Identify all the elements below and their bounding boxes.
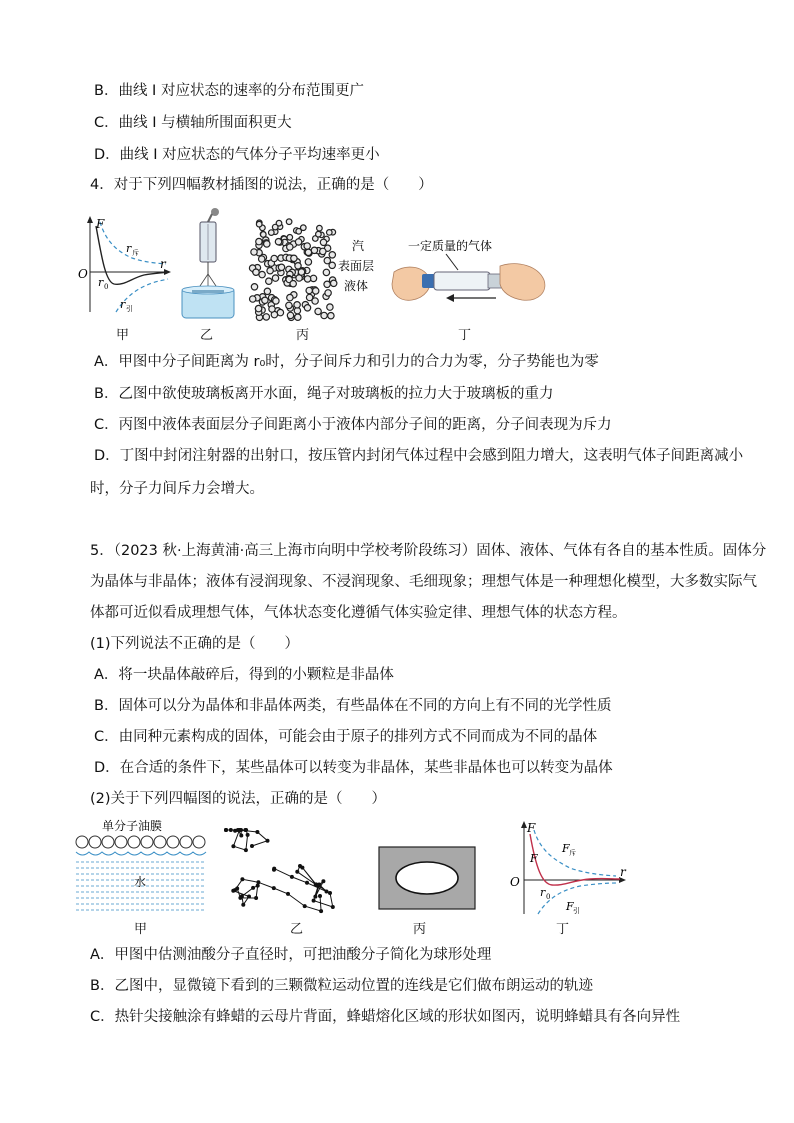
oil-molecule [102,836,114,848]
q5-p1-option-b: B．固体可以分为晶体和非晶体两类，有些晶体在不同的方向上有不同的光学性质 [94,698,612,714]
molecule [259,271,265,277]
particle-position [312,899,316,903]
oil-molecule [115,836,127,848]
molecule [251,249,257,255]
oil-molecule [193,836,205,848]
molecule [286,302,292,308]
molecule [327,230,333,236]
particle-position [235,887,239,891]
ding-gas-label: 一定质量的气体 [408,239,493,253]
particle-position [239,834,243,838]
oil-molecule [180,836,192,848]
molecule [272,224,278,230]
molecule [329,252,335,258]
q5-p2-option-b: B．乙图中，显微镜下看到的三颗微粒运动位置的连线是它们做布朗运动的轨迹 [90,978,593,994]
q4-option-d-line1: D．丁图中封闭注射器的出射口，按压管内封闭气体过程中会感到阻力增大，这表明气体子间距离减小 [94,448,744,464]
molecule [296,229,302,235]
jia-r0-label: r [98,276,104,289]
molecule [294,302,300,308]
jia-rchi-label: r [126,242,132,255]
q5-figure-ding [508,818,634,918]
molecule [325,290,331,296]
q5-jia-water-label: 水 [134,875,147,889]
molecule [287,312,293,318]
molecule [315,308,321,314]
molecule [278,264,284,270]
particle-position [286,892,290,896]
particle-position [243,828,247,832]
particle-position [290,875,294,879]
molecule [255,305,261,311]
particle-position [328,891,332,895]
particle-position [303,904,307,908]
q5-ding-fchi-sub: 斥 [569,849,576,857]
q5-ding-r-label: r [620,865,626,879]
molecule [304,276,310,282]
q5-ding-fmid-label: F [530,852,538,865]
q5-ding-fchi-label: F [562,842,570,855]
particle-position [272,868,276,872]
molecule [306,294,312,300]
molecule [295,314,301,320]
molecule [329,262,335,268]
particle-position [224,828,228,832]
particle-position [272,886,276,890]
q5-intro-line2: 为晶体与非晶体；液体有浸润现象、不浸润现象、毛细现象；理想气体是一种理想化模型，大多数实际气 [90,574,757,590]
particle-position [256,884,260,888]
q4-caption-yi: 乙 [200,328,214,343]
particle-position [250,844,254,848]
q4-caption-ding: 丁 [458,328,472,343]
molecule [323,269,329,275]
jia-rchi-sub: 斥 [132,249,139,257]
molecule [306,287,312,293]
particle-position [240,877,244,881]
q5-ding-fyin-label: F [566,900,574,913]
molecule [250,296,256,302]
particle-position [321,879,325,883]
bing-liquid-label: 液体 [344,279,369,293]
q5-figure-jia [74,818,208,916]
molecule [324,281,330,287]
bing-surface-label: 表面层 [338,259,375,273]
q4-figure-jia [76,212,176,324]
molecule [298,269,304,275]
molecule [256,238,262,244]
q5-ding-r0-label: r [540,886,546,899]
q4-option-d-line2: 时，分子力间斥力会增大。 [90,481,264,497]
molecule [290,281,296,287]
q5-caption-jia: 甲 [134,922,148,937]
molecule [317,225,323,231]
q5-p2-option-c: C．热针尖接触涂有蜂蜡的云母片背面，蜂蜡熔化区域的形状如图丙，说明蜂蜡具有各向异性 [90,1009,681,1025]
molecule [328,313,334,319]
q5-intro-line3: 体都可近似看成理想气体，气体状态变化遵循气体实验定律、理想气体的状态方程。 [90,605,627,621]
particle-position [318,894,322,898]
particle-position [231,844,235,848]
q5-caption-bing: 丙 [413,922,427,937]
water-surface [76,852,206,855]
particle-position [313,895,317,899]
particle-position [256,880,260,884]
bing-qi-label: 汽 [352,239,365,253]
oil-molecule [128,836,140,848]
jia-f-label: F [96,217,105,231]
molecule [321,312,327,318]
oil-molecule [89,836,101,848]
molecule [273,298,279,304]
molecule [269,306,275,312]
particle-position [251,886,255,890]
q3-option-c: C．曲线 I 与横轴所围面积更大 [94,115,292,131]
q4-figure-yi [178,206,238,324]
molecule [286,219,292,225]
q5-ding-r0-sub: 0 [546,893,551,901]
q5-jia-film-label: 单分子油膜 [102,819,163,833]
molecule [262,297,268,303]
jia-o-label: O [78,267,88,281]
particle-position [295,870,299,874]
q5-p1-stem: (1)下列说法不正确的是（ ） [90,636,300,652]
q5-caption-yi: 乙 [290,922,304,937]
molecule [287,244,293,250]
q5-ding-fyin-sub: 引 [573,907,580,915]
molecule [304,243,310,249]
molecule [331,280,337,286]
particle-position [246,833,250,837]
particle-position [254,896,258,900]
q5-figure-bing [378,846,476,910]
molecule [275,239,281,245]
molecule [264,241,270,247]
jia-ryin-sub: 引 [126,305,133,313]
q4-option-b: B．乙图中欲使玻璃板离开水面，绳子对玻璃板的拉力大于玻璃板的重力 [94,386,554,402]
molecule [267,268,273,274]
molecule [256,221,262,227]
q5-figure-yi [222,826,352,918]
jia-r0-sub: 0 [104,283,109,291]
molecule [305,249,311,255]
q5-intro-line1: 5．（2023 秋·上海黄浦·高三上海市向明中学校考阶段练习）固体、液体、气体有各自的基本性质。固体分 [90,543,767,559]
q4-caption-jia: 甲 [116,328,130,343]
q4-figure-bing [246,218,386,322]
q5-p1-option-c: C．由同种元素构成的固体，可能会由于原子的排列方式不同而成为不同的晶体 [94,729,598,745]
molecule [266,278,272,284]
molecule [320,248,326,254]
q4-figure-ding [388,236,548,324]
molecule [305,259,311,265]
brownian-path [274,866,333,907]
molecule [295,263,301,269]
particle-position [331,905,335,909]
molecule [287,235,293,241]
particle-position [238,896,242,900]
molecule [295,239,301,245]
molecule [272,275,278,281]
particle-position [325,890,329,894]
q5-caption-ding: 丁 [556,922,570,937]
molecule [316,231,322,237]
molecule [287,294,293,300]
molecule [271,255,277,261]
molecule [269,230,275,236]
q4-option-a: A．甲图中分子间距离为 r₀时，分子间斥力和引力的合力为零，分子势能也为零 [94,354,599,370]
molecule [291,255,297,261]
molecule [251,284,257,290]
particle-position [231,889,235,893]
q4-caption-bing: 丙 [296,328,310,343]
particle-position [300,866,304,870]
particle-position [266,839,270,843]
particle-position [247,895,251,899]
particle-position [305,881,309,885]
oil-molecule [76,836,88,848]
oil-molecule [154,836,166,848]
particle-position [229,828,233,832]
molecule [304,305,310,311]
q5-ding-f-label: F [527,821,536,835]
particle-position [241,903,245,907]
particle-position [244,848,248,852]
jia-ryin-label: r [120,298,126,311]
particle-position [255,830,259,834]
q5-ding-o-label: O [510,875,520,889]
particle-position [317,883,321,887]
molecule [313,288,319,294]
particle-position [239,828,243,832]
jia-r-label: r [160,257,166,271]
q4-stem: 4．对于下列四幅教材插图的说法，正确的是（ ） [90,177,433,193]
molecule [327,304,333,310]
particle-position [319,909,323,913]
molecule [263,314,269,320]
molecule [259,256,265,262]
molecule [253,269,259,275]
q5-p2-option-a: A．甲图中估测油酸分子直径时，可把油酸分子简化为球形处理 [90,947,492,963]
q5-p2-stem: (2)关于下列四幅图的说法，正确的是（ ） [90,791,387,807]
q5-p1-option-a: A．将一块晶体敲碎后，得到的小颗粒是非晶体 [94,667,394,683]
q3-option-d: D．曲线 I 对应状态的气体分子平均速率更小 [94,147,380,163]
molecule [320,239,326,245]
q5-p1-option-d: D．在合适的条件下，某些晶体可以转变为非晶体，某些非晶体也可以转变为晶体 [94,760,613,776]
oil-molecule [141,836,153,848]
oil-molecule [167,836,179,848]
q4-option-c: C．丙图中液体表面层分子间距离小于液体内部分子间的距离，分子间表现为斥力 [94,417,612,433]
q3-option-b: B．曲线 I 对应状态的速率的分布范围更广 [94,83,364,99]
molecule [264,288,270,294]
